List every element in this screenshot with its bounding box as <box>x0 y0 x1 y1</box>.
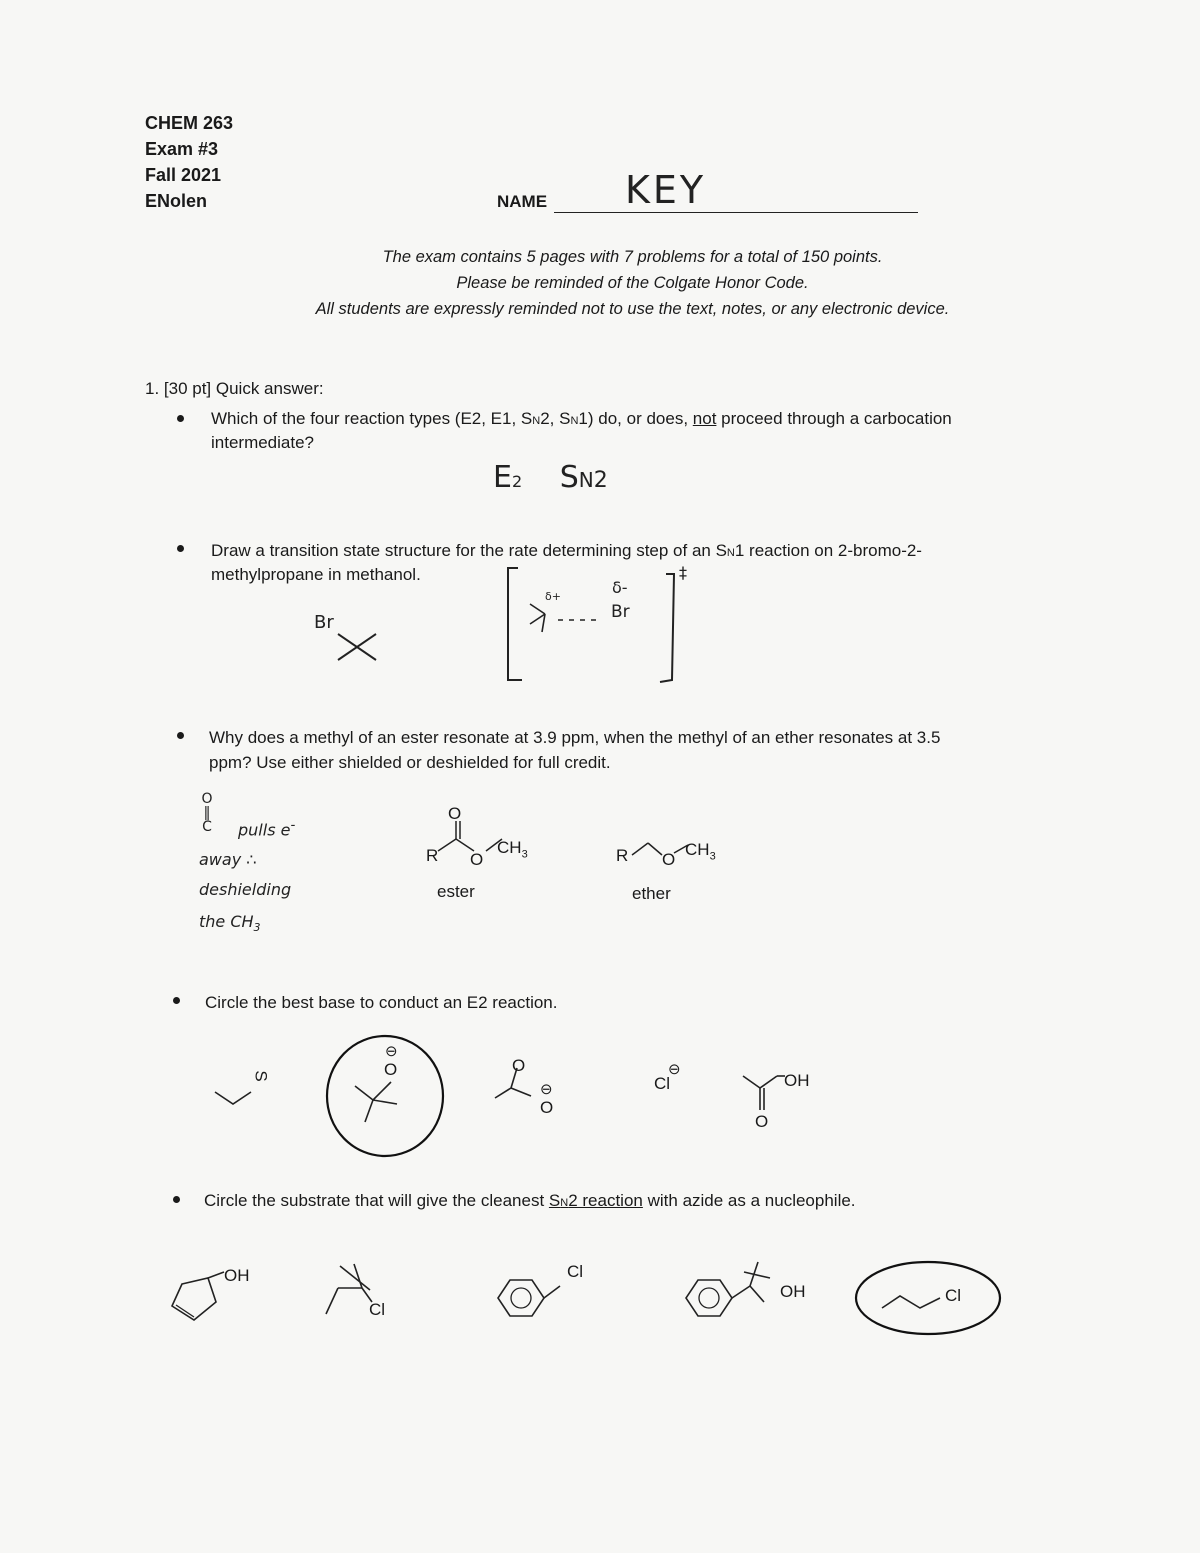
ether-o-label: O <box>662 850 676 869</box>
name-line <box>554 212 918 213</box>
q4-chloride-minus: ⊖ <box>668 1061 681 1078</box>
bullet <box>177 415 184 422</box>
q3-hand-carbonyl: O ‖ C <box>201 791 213 835</box>
instructor-name: ENolen <box>145 191 208 211</box>
ester-carbonyl-o: O <box>448 804 462 823</box>
q2-ts-br: Br <box>611 602 630 622</box>
q4-acetate-o1: O <box>512 1056 526 1075</box>
q3-hand-line-2: away ∴ <box>199 850 257 869</box>
name-label: NAME <box>497 192 548 211</box>
q5-substrate-structures <box>160 1250 1020 1340</box>
bullet <box>173 1196 180 1203</box>
q4-acetate-o2: O <box>540 1098 554 1117</box>
q5-cl-3: Cl <box>945 1286 962 1305</box>
q3-hand-line-1: pulls e- <box>238 818 296 840</box>
q4-acid-oh: OH <box>784 1071 810 1090</box>
q3-text-cont: ppm? Use either shielded or deshielded for full credit. <box>209 753 611 772</box>
name-value-handwritten: KEY <box>625 168 707 212</box>
q5-oh-2: OH <box>780 1282 806 1301</box>
q3-ester-structure <box>420 805 550 865</box>
q5-cl-1: Cl <box>369 1300 386 1319</box>
course-title: CHEM 263 <box>145 113 234 133</box>
q5-text: Circle the substrate that will give the cleanest SN2 reaction with azide as a nucleophile. <box>204 1191 856 1210</box>
q4-tbuo-minus: ⊖ <box>385 1043 398 1060</box>
q2-br-label: Br <box>314 612 334 633</box>
q4-chloride: Cl <box>654 1074 671 1093</box>
ether-ch3-label: $CH_3$ <box>685 840 716 863</box>
intro-line-2: Please be reminded of the Colgate Honor Code. <box>456 274 809 292</box>
exam-number: Exam #3 <box>145 139 219 159</box>
q2-tert-butyl-bromide-structure <box>330 620 390 665</box>
q4-acetate-minus: ⊖ <box>540 1081 553 1098</box>
q4-acid-o: O <box>755 1112 769 1131</box>
q2-delta-plus: δ+ <box>545 590 561 603</box>
q5-oh-1: OH <box>224 1266 250 1285</box>
q4-text: Circle the best base to conduct an E2 reaction. <box>205 993 558 1012</box>
q1-text: Which of the four reaction types (E2, E1, SN2, SN1) do, or does, not proceed through a carbocation <box>211 409 952 428</box>
q2-transition-state-bracket <box>500 562 700 687</box>
bullet <box>177 732 184 739</box>
q4-tbuo-o: O <box>384 1060 398 1079</box>
ester-label: ester <box>437 882 475 901</box>
q1-text-cont: intermediate? <box>211 433 315 452</box>
q2-text: Draw a transition state structure for the rate determining step of an SN1 reaction on 2-bromo-2- <box>211 541 922 560</box>
intro-line-3: All students are expressly reminded not to use the text, notes, or any electronic device. <box>315 300 950 318</box>
intro-line-1: The exam contains 5 pages with 7 problems for a total of 150 points. <box>382 248 883 266</box>
q4-thiolate-s: S <box>251 1070 271 1082</box>
ester-r-label: R <box>426 846 439 865</box>
q1-answer-handwritten: E2 SN2 <box>493 460 608 495</box>
q2-dagger: ‡ <box>679 563 687 582</box>
q2-delta-minus: δ- <box>612 578 628 597</box>
exam-term: Fall 2021 <box>145 165 222 185</box>
q4-base-structures <box>205 1030 825 1160</box>
bullet <box>177 545 184 552</box>
bullet <box>173 997 180 1004</box>
ether-label: ether <box>632 884 671 903</box>
q2-text-cont: methylpropane in methanol. <box>211 565 421 584</box>
q3-hand-line-3: deshielding <box>199 880 292 899</box>
ester-ch3-label: $CH_3$ <box>497 838 528 861</box>
ester-o-label: O <box>470 850 484 869</box>
ether-r-label: R <box>616 846 629 865</box>
q5-cl-2: Cl <box>567 1262 584 1281</box>
q3-text: Why does a methyl of an ester resonate at 3.9 ppm, when the methyl of an ether resonates at 3.5 <box>209 728 941 747</box>
problem-1-heading: 1. [30 pt] Quick answer: <box>145 379 324 398</box>
q3-hand-line-4: the $CH_3$ <box>199 912 261 935</box>
